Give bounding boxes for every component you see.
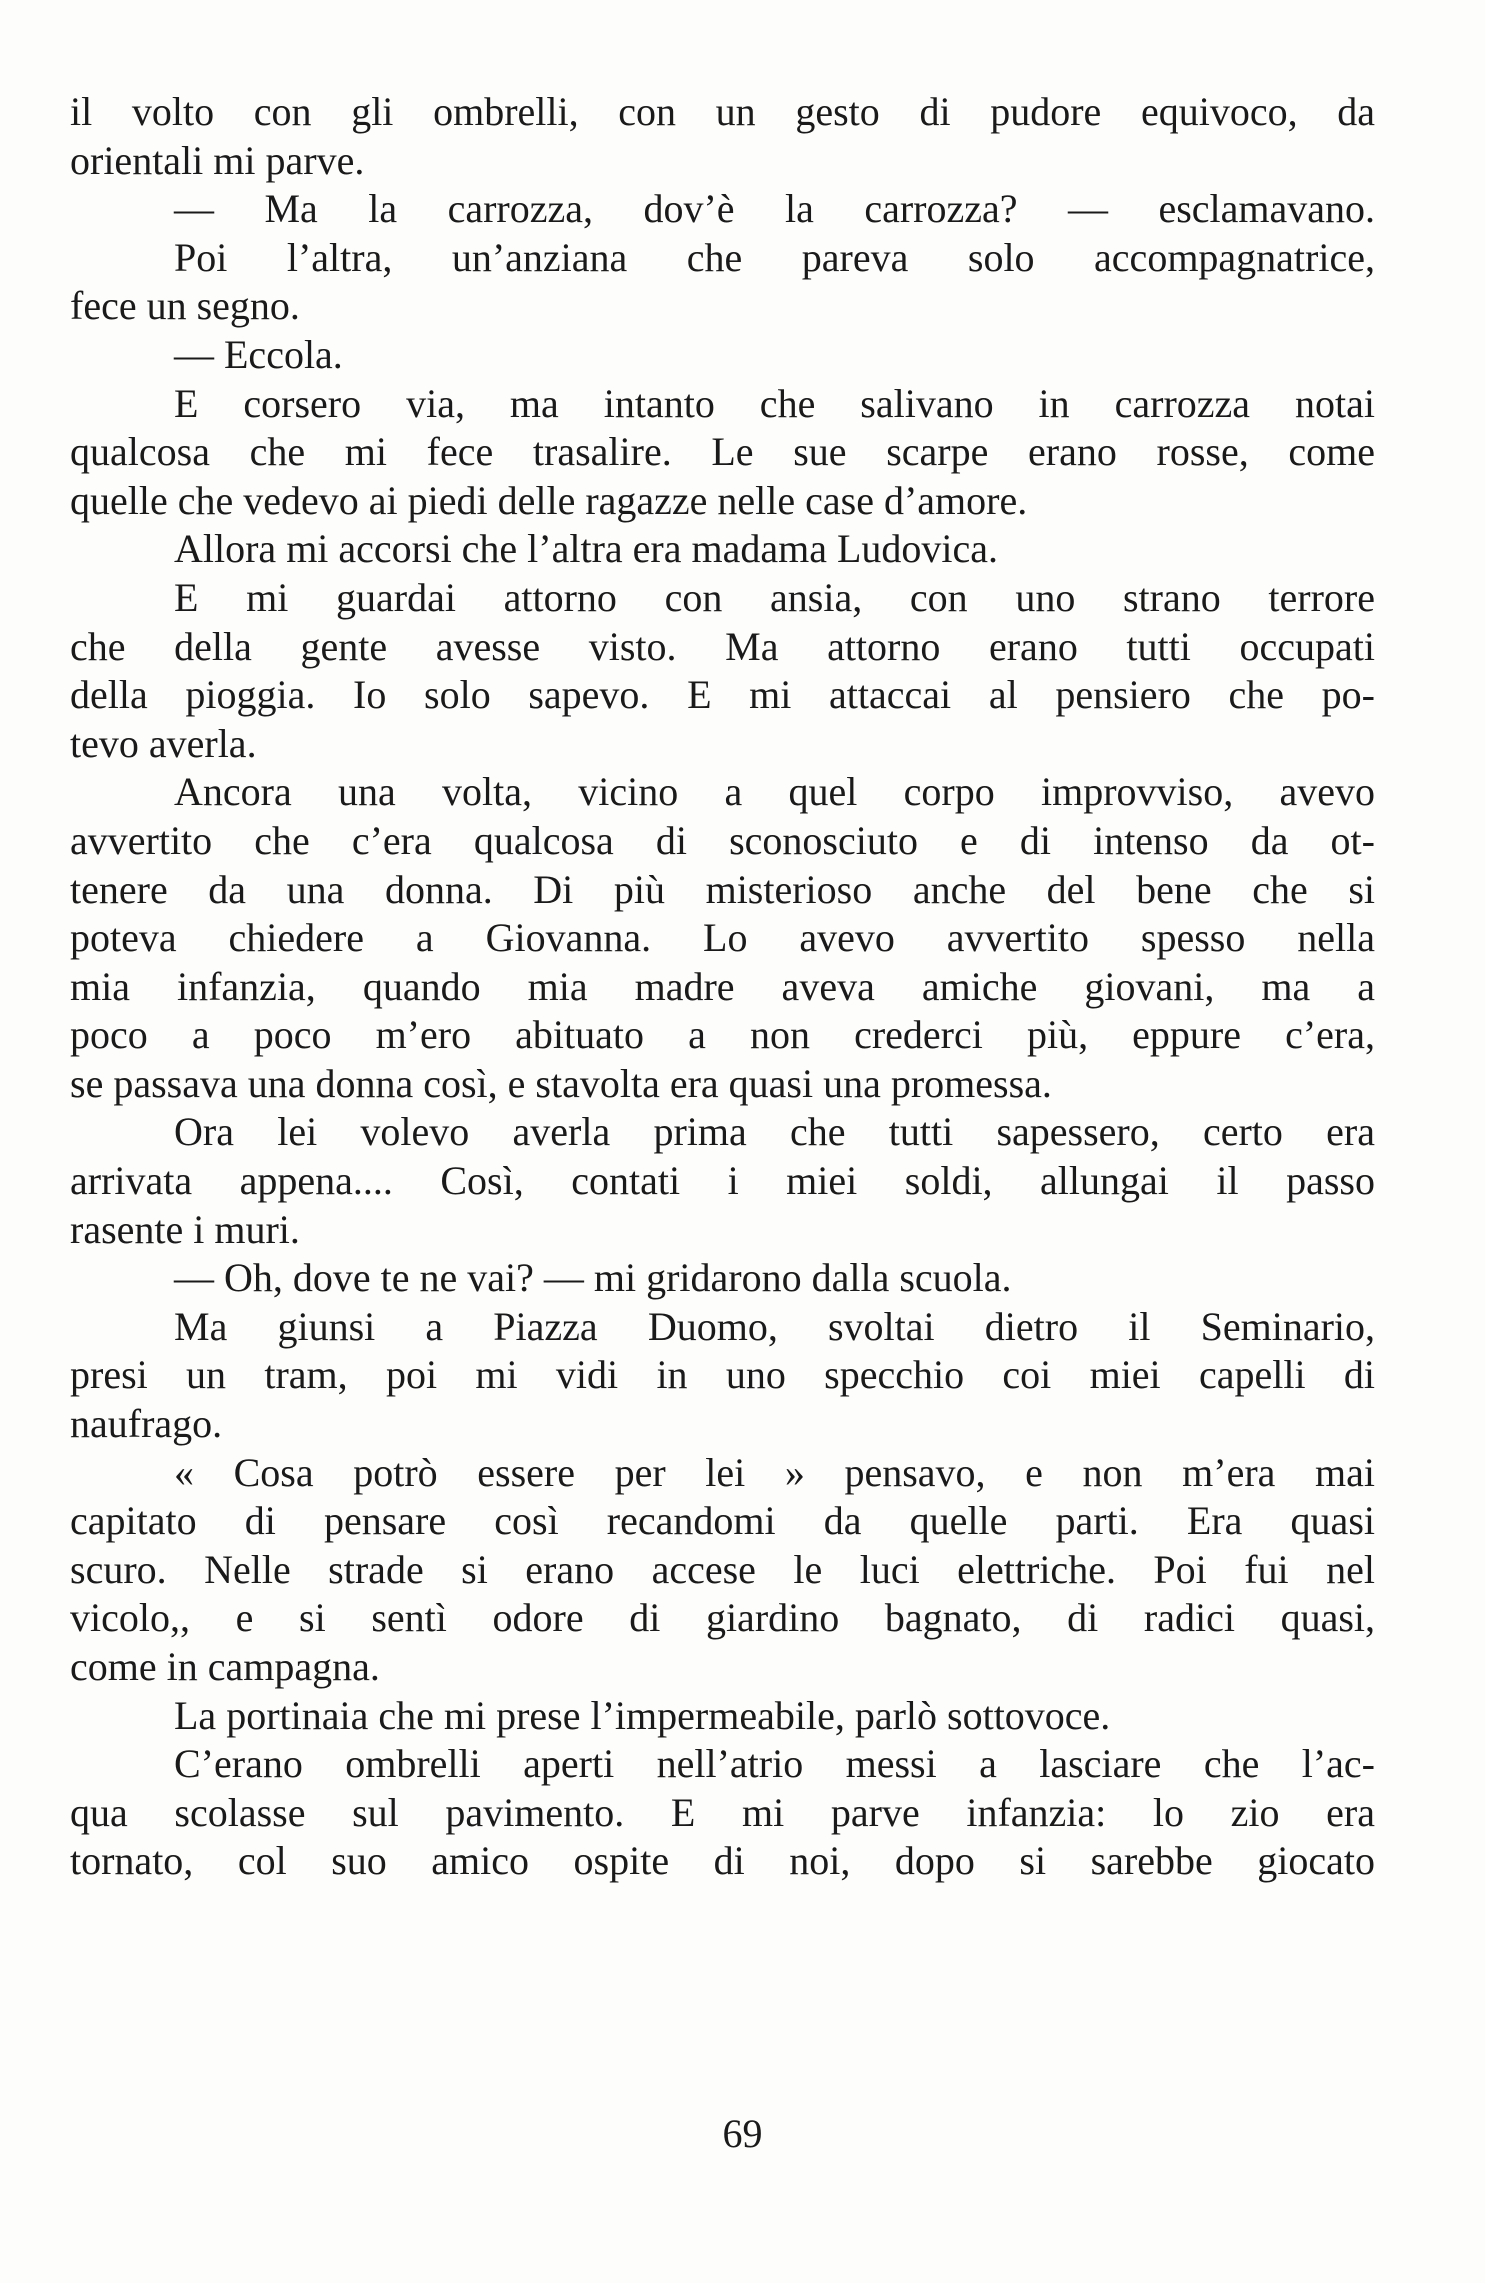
text-line: capitato di pensare così recandomi da quelle parti. Era quasi <box>70 1498 1375 1544</box>
text-line: C’erano ombrelli aperti nell’atrio messi a lasciare che l’ac- <box>174 1741 1375 1787</box>
text-line: arrivata appena.... Così, contati i miei soldi, allungai il passo <box>70 1158 1375 1204</box>
text-line: quelle che vedevo ai piedi delle ragazze nelle case d’amore. <box>70 477 1028 523</box>
text-line: Ancora una volta, vicino a quel corpo improvviso, avevo <box>174 769 1375 815</box>
text-line: Ora lei volevo averla prima che tutti sapessero, certo era <box>174 1109 1375 1155</box>
text-line: qua scolasse sul pavimento. E mi parve infanzia: lo zio era <box>70 1789 1375 1835</box>
text-line: presi un tram, poi mi vidi in uno specchio coi miei capelli di <box>70 1352 1375 1398</box>
text-line: tornato, col suo amico ospite di noi, dopo si sarebbe giocato <box>70 1838 1375 1884</box>
text-line: tevo averla. <box>70 720 257 766</box>
text-line: vicolo,, e si sentì odore di giardino bagnato, di radici quasi, <box>70 1595 1375 1641</box>
text-line: poteva chiedere a Giovanna. Lo avevo avvertito spesso nella <box>70 915 1375 961</box>
text-line: che della gente avesse visto. Ma attorno erano tutti occupati <box>70 623 1375 669</box>
text-line: fece un segno. <box>70 283 300 329</box>
text-line: se passava una donna così, e stavolta era quasi una promessa. <box>70 1060 1052 1106</box>
text-line: poco a poco m’ero abituato a non crederci più, eppure c’era, <box>70 1012 1375 1058</box>
body-text <box>70 88 1375 1886</box>
text-line: Poi l’altra, un’anziana che pareva solo accompagnatrice, <box>174 234 1375 280</box>
text-line: Allora mi accorsi che l’altra era madama Ludovica. <box>174 526 999 572</box>
text-line: come in campagna. <box>70 1644 380 1689</box>
text-line: il volto con gli ombrelli, con un gesto di pudore equivoco, da <box>70 89 1375 134</box>
text-line: qualcosa che mi fece trasalire. Le sue scarpe erano rosse, come <box>70 429 1375 475</box>
text-line: rasente i muri. <box>70 1206 300 1252</box>
text-line: E corsero via, ma intanto che salivano in carrozza notai <box>174 380 1375 426</box>
text-line: orientali mi parve. <box>70 137 365 183</box>
text-line: — Oh, dove te ne vai? — mi gridarono dalla scuola. <box>174 1255 1012 1301</box>
text-line: scuro. Nelle strade si erano accese le luci elettriche. Poi fui nel <box>70 1546 1375 1592</box>
text-line: naufrago. <box>70 1401 223 1447</box>
text-line: La portinaia che mi prese l’impermeabile, parlò sottovoce. <box>174 1692 1111 1738</box>
page-number: 69 <box>722 2111 763 2156</box>
text-line: avvertito che c’era qualcosa di sconosciuto e di intenso da ot- <box>70 817 1375 863</box>
text-line: tenere da una donna. Di più misterioso anche del bene che si <box>70 866 1375 912</box>
text-line: — Eccola. <box>174 331 343 377</box>
text-line: Ma giunsi a Piazza Duomo, svoltai dietro il Seminario, <box>174 1303 1375 1349</box>
text-line: E mi guardai attorno con ansia, con uno strano terrore <box>174 574 1375 620</box>
text-line: della pioggia. Io solo sapevo. E mi attaccai al pensiero che po- <box>70 672 1375 718</box>
text-line: — Ma la carrozza, dov’è la carrozza? — esclamavano. <box>174 186 1375 232</box>
text-line: « Cosa potrò essere per lei » pensavo, e non m’era mai <box>174 1449 1375 1495</box>
text-line: mia infanzia, quando mia madre aveva amiche giovani, ma a <box>70 963 1375 1009</box>
